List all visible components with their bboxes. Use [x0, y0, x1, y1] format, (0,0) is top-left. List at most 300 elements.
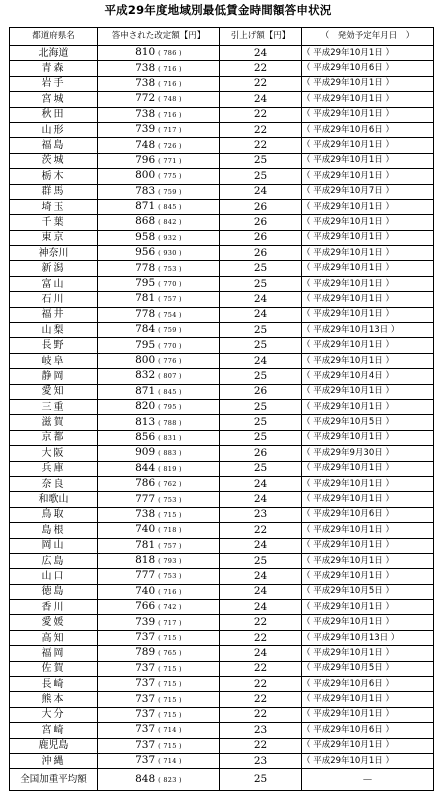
revised-wage: 781	[135, 538, 156, 551]
prefecture-name: 長崎	[10, 677, 98, 692]
previous-wage: ( 759 )	[158, 187, 182, 196]
revised-wage: 737	[135, 677, 156, 690]
revised-wage: 856	[135, 430, 156, 443]
wage-increase: 24	[220, 492, 302, 507]
revised-wage-cell	[98, 261, 220, 276]
wage-increase: 24	[220, 46, 302, 61]
effective-date: （ 平成29年10月1日 ）	[302, 692, 434, 707]
revised-wage-cell	[98, 600, 220, 615]
table-row	[10, 46, 434, 61]
revised-wage: 739	[135, 615, 156, 628]
revised-wage: 738	[135, 507, 156, 520]
prefecture-name: 京都	[10, 430, 98, 445]
table-row	[10, 138, 434, 153]
prefecture-name: 高知	[10, 630, 98, 645]
table-row	[10, 507, 434, 522]
revised-wage: 786	[135, 477, 156, 490]
table-row	[10, 369, 434, 384]
revised-wage-cell	[98, 184, 220, 199]
previous-wage: ( 726 )	[158, 141, 182, 150]
effective-date: （ 平成29年10月1日 ）	[302, 353, 434, 368]
prefecture-name: 三重	[10, 399, 98, 414]
revised-wage-cell	[98, 292, 220, 307]
national-average-row	[10, 769, 434, 791]
prefecture-name: 大分	[10, 707, 98, 722]
table-row	[10, 461, 434, 476]
revised-wage: 818	[135, 554, 156, 567]
effective-date: （ 平成29年10月6日 ）	[302, 122, 434, 137]
prefecture-name: 福岡	[10, 646, 98, 661]
wage-increase: 22	[220, 692, 302, 707]
effective-date: （ 平成29年10月1日 ）	[302, 461, 434, 476]
previous-wage: ( 775 )	[158, 172, 182, 181]
previous-wage: ( 715 )	[158, 710, 182, 719]
previous-wage: ( 788 )	[158, 418, 182, 427]
effective-date: （ 平成29年10月1日 ）	[302, 246, 434, 261]
wage-increase: 25	[220, 369, 302, 384]
table-row	[10, 399, 434, 414]
effective-date: （ 平成29年10月1日 ）	[302, 523, 434, 538]
revised-wage: 871	[135, 384, 156, 397]
effective-date: （ 平成29年10月1日 ）	[302, 600, 434, 615]
effective-date: （ 平成29年10月1日 ）	[302, 199, 434, 214]
wage-increase: 23	[220, 753, 302, 768]
effective-date: （ 平成29年10月1日 ）	[302, 707, 434, 722]
revised-wage-cell	[98, 738, 220, 753]
revised-wage-cell	[98, 553, 220, 568]
wage-increase: 24	[220, 92, 302, 107]
average-date: －	[362, 773, 373, 787]
average-wage-cell	[98, 769, 220, 791]
table-row	[10, 646, 434, 661]
table-row	[10, 323, 434, 338]
table-row	[10, 492, 434, 507]
revised-wage: 958	[135, 230, 156, 243]
prefecture-name: 宮城	[10, 92, 98, 107]
previous-wage: ( 716 )	[158, 64, 182, 73]
table-row	[10, 384, 434, 399]
previous-wage: ( 716 )	[158, 79, 182, 88]
prefecture-name: 山口	[10, 569, 98, 584]
wage-increase: 25	[220, 323, 302, 338]
effective-date: （ 平成29年10月5日 ）	[302, 661, 434, 676]
wage-increase: 22	[220, 61, 302, 76]
revised-wage: 737	[135, 707, 156, 720]
revised-wage-cell	[98, 323, 220, 338]
table-row	[10, 661, 434, 676]
revised-wage-cell	[98, 707, 220, 722]
table-row	[10, 122, 434, 137]
header-prefecture: 都道府県名	[10, 28, 98, 46]
effective-date: （ 平成29年10月1日 ）	[302, 46, 434, 61]
prefecture-name: 富山	[10, 276, 98, 291]
effective-date: （ 平成29年10月1日 ）	[302, 92, 434, 107]
effective-date: （ 平成29年10月1日 ）	[302, 399, 434, 414]
revised-wage: 748	[135, 138, 156, 151]
revised-wage: 784	[135, 323, 156, 336]
effective-date: （ 平成29年10月4日 ）	[302, 369, 434, 384]
effective-date: （ 平成29年10月1日 ）	[302, 753, 434, 768]
revised-wage: 795	[135, 338, 156, 351]
previous-wage: ( 742 )	[158, 603, 182, 612]
effective-date: （ 平成29年10月1日 ）	[302, 430, 434, 445]
effective-date: （ 平成29年10月1日 ）	[302, 169, 434, 184]
effective-date: （ 平成29年10月1日 ）	[302, 476, 434, 491]
previous-wage: ( 883 )	[158, 449, 182, 458]
wage-increase: 26	[220, 199, 302, 214]
effective-date: （ 平成29年10月1日 ）	[302, 76, 434, 91]
previous-wage: ( 716 )	[158, 110, 182, 119]
effective-date: （ 平成29年9月30日 ）	[302, 446, 434, 461]
revised-wage: 766	[135, 600, 156, 613]
revised-wage-cell	[98, 569, 220, 584]
prefecture-name: 神奈川	[10, 246, 98, 261]
previous-wage: ( 762 )	[158, 480, 182, 489]
prefecture-name: 埼玉	[10, 199, 98, 214]
revised-wage-cell	[98, 661, 220, 676]
revised-wage-cell	[98, 338, 220, 353]
revised-wage-cell	[98, 138, 220, 153]
revised-wage: 783	[135, 184, 156, 197]
wage-increase: 26	[220, 246, 302, 261]
wage-increase: 24	[220, 307, 302, 322]
revised-wage-cell	[98, 430, 220, 445]
effective-date: （ 平成29年10月1日 ）	[302, 615, 434, 630]
table-row	[10, 677, 434, 692]
previous-wage: ( 715 )	[158, 680, 182, 689]
effective-date: （ 平成29年10月1日 ）	[302, 646, 434, 661]
prefecture-name: 岩手	[10, 76, 98, 91]
revised-wage-cell	[98, 584, 220, 599]
effective-date: （ 平成29年10月1日 ）	[302, 292, 434, 307]
wage-increase: 25	[220, 553, 302, 568]
prefecture-name: 鹿児島	[10, 738, 98, 753]
previous-wage: ( 715 )	[158, 695, 182, 704]
previous-wage: ( 714 )	[158, 757, 182, 766]
effective-date: （ 平成29年10月1日 ）	[302, 384, 434, 399]
table-footer	[10, 769, 434, 791]
revised-wage: 737	[135, 692, 156, 705]
previous-wage: ( 770 )	[158, 280, 182, 289]
previous-wage: ( 715 )	[158, 664, 182, 673]
wage-increase: 22	[220, 138, 302, 153]
wage-increase: 22	[220, 615, 302, 630]
wage-increase: 26	[220, 230, 302, 245]
wage-increase: 23	[220, 723, 302, 738]
previous-wage: ( 715 )	[158, 634, 182, 643]
previous-wage: ( 715 )	[158, 741, 182, 750]
previous-wage: ( 845 )	[158, 387, 182, 396]
revised-wage-cell	[98, 215, 220, 230]
revised-wage: 868	[135, 215, 156, 228]
prefecture-name: 静岡	[10, 369, 98, 384]
revised-wage-cell	[98, 415, 220, 430]
revised-wage: 795	[135, 277, 156, 290]
prefecture-name: 山梨	[10, 323, 98, 338]
revised-wage-cell	[98, 646, 220, 661]
effective-date: （ 平成29年10月7日 ）	[302, 184, 434, 199]
revised-wage: 737	[135, 723, 156, 736]
wage-increase: 22	[220, 76, 302, 91]
wage-increase: 22	[220, 677, 302, 692]
revised-wage: 789	[135, 646, 156, 659]
effective-date: （ 平成29年10月5日 ）	[302, 415, 434, 430]
revised-wage: 772	[135, 92, 156, 105]
table-row	[10, 292, 434, 307]
revised-wage-cell	[98, 76, 220, 91]
revised-wage-cell	[98, 384, 220, 399]
previous-wage: ( 770 )	[158, 341, 182, 350]
revised-wage: 737	[135, 631, 156, 644]
average-label: 全国加重平均額	[10, 769, 98, 791]
previous-wage: ( 771 )	[158, 156, 182, 165]
revised-wage: 778	[135, 261, 156, 274]
wage-increase: 24	[220, 584, 302, 599]
table-row	[10, 230, 434, 245]
revised-wage-cell	[98, 92, 220, 107]
effective-date: （ 平成29年10月1日 ）	[302, 153, 434, 168]
wage-increase: 26	[220, 384, 302, 399]
prefecture-name: 宮崎	[10, 723, 98, 738]
prefecture-name: 島根	[10, 523, 98, 538]
revised-wage: 800	[135, 169, 156, 182]
revised-wage-cell	[98, 246, 220, 261]
revised-wage-cell	[98, 476, 220, 491]
prefecture-name: 東京	[10, 230, 98, 245]
wage-increase: 24	[220, 569, 302, 584]
revised-wage-cell	[98, 446, 220, 461]
table-row	[10, 61, 434, 76]
prefecture-name: 愛媛	[10, 615, 98, 630]
effective-date: （ 平成29年10月1日 ）	[302, 107, 434, 122]
revised-wage-cell	[98, 61, 220, 76]
wage-increase: 24	[220, 353, 302, 368]
table-row	[10, 523, 434, 538]
table-row	[10, 246, 434, 261]
revised-wage-cell	[98, 307, 220, 322]
average-previous-wage: ( 823 )	[158, 775, 182, 784]
wage-increase: 24	[220, 476, 302, 491]
previous-wage: ( 930 )	[158, 249, 182, 258]
table-row	[10, 569, 434, 584]
revised-wage: 810	[135, 46, 156, 59]
prefecture-name: 愛知	[10, 384, 98, 399]
prefecture-name: 沖縄	[10, 753, 98, 768]
wage-increase: 25	[220, 261, 302, 276]
previous-wage: ( 757 )	[158, 295, 182, 304]
revised-wage: 781	[135, 292, 156, 305]
prefecture-name: 茨城	[10, 153, 98, 168]
prefecture-name: 徳島	[10, 584, 98, 599]
revised-wage-cell	[98, 753, 220, 768]
wage-increase: 26	[220, 446, 302, 461]
table-row	[10, 307, 434, 322]
previous-wage: ( 765 )	[158, 649, 182, 658]
revised-wage: 844	[135, 461, 156, 474]
revised-wage-cell	[98, 615, 220, 630]
previous-wage: ( 717 )	[158, 126, 182, 135]
revised-wage: 956	[135, 246, 156, 259]
wage-increase: 24	[220, 646, 302, 661]
revised-wage: 777	[135, 569, 156, 582]
previous-wage: ( 714 )	[158, 726, 182, 735]
prefecture-name: 新潟	[10, 261, 98, 276]
previous-wage: ( 776 )	[158, 357, 182, 365]
revised-wage: 738	[135, 61, 156, 74]
table-row	[10, 169, 434, 184]
effective-date: （ 平成29年10月6日 ）	[302, 723, 434, 738]
prefecture-name: 長野	[10, 338, 98, 353]
wage-increase: 25	[220, 276, 302, 291]
previous-wage: ( 748 )	[158, 95, 182, 104]
prefecture-name: 奈良	[10, 476, 98, 491]
table-row	[10, 707, 434, 722]
table-row	[10, 430, 434, 445]
previous-wage: ( 807 )	[158, 372, 182, 381]
wage-increase: 22	[220, 122, 302, 137]
table-row	[10, 753, 434, 768]
revised-wage: 738	[135, 107, 156, 120]
revised-wage-cell	[98, 538, 220, 553]
effective-date: （ 平成29年10月13日 ）	[302, 630, 434, 645]
revised-wage-cell	[98, 353, 220, 368]
prefecture-name: 兵庫	[10, 461, 98, 476]
wage-increase: 25	[220, 415, 302, 430]
prefecture-name: 石川	[10, 292, 98, 307]
revised-wage: 737	[135, 661, 156, 674]
previous-wage: ( 753 )	[158, 495, 182, 504]
prefecture-name: 秋田	[10, 107, 98, 122]
revised-wage: 740	[135, 584, 156, 597]
table-row	[10, 338, 434, 353]
previous-wage: ( 845 )	[158, 203, 182, 212]
prefecture-name: 青森	[10, 61, 98, 76]
prefecture-name: 北海道	[10, 46, 98, 61]
wage-increase: 22	[220, 107, 302, 122]
revised-wage-cell	[98, 461, 220, 476]
prefecture-name: 広島	[10, 553, 98, 568]
effective-date: （ 平成29年10月13日 ）	[302, 323, 434, 338]
previous-wage: ( 754 )	[158, 310, 182, 319]
previous-wage: ( 718 )	[158, 526, 182, 535]
prefecture-name: 栃木	[10, 169, 98, 184]
revised-wage-cell	[98, 107, 220, 122]
wage-increase: 25	[220, 461, 302, 476]
wage-increase: 23	[220, 507, 302, 522]
prefecture-name: 福島	[10, 138, 98, 153]
effective-date: （ 平成29年10月1日 ）	[302, 215, 434, 230]
wage-increase: 26	[220, 215, 302, 230]
page-title: 平成29年度地域別最低賃金時間額答申状況	[104, 3, 332, 17]
wage-increase: 24	[220, 184, 302, 199]
prefecture-name: 岡山	[10, 538, 98, 553]
revised-wage: 740	[135, 523, 156, 536]
previous-wage: ( 831 )	[158, 433, 182, 442]
effective-date: （ 平成29年10月1日 ）	[302, 307, 434, 322]
table-row	[10, 446, 434, 461]
revised-wage-cell	[98, 46, 220, 61]
revised-wage: 739	[135, 123, 156, 136]
revised-wage: 778	[135, 307, 156, 320]
revised-wage: 737	[135, 738, 156, 751]
effective-date: （ 平成29年10月1日 ）	[302, 553, 434, 568]
revised-wage-cell	[98, 276, 220, 291]
prefecture-name: 大阪	[10, 446, 98, 461]
table-row	[10, 276, 434, 291]
revised-wage: 777	[135, 492, 156, 505]
previous-wage: ( 717 )	[158, 618, 182, 627]
table-row	[10, 615, 434, 630]
revised-wage-cell	[98, 199, 220, 214]
average-increase: 25	[220, 769, 302, 791]
revised-wage: 832	[135, 369, 156, 382]
header-increase: 引上げ額【円】	[220, 28, 302, 46]
previous-wage: ( 932 )	[158, 233, 182, 242]
previous-wage: ( 842 )	[158, 218, 182, 227]
table-row	[10, 107, 434, 122]
revised-wage: 796	[135, 153, 156, 166]
table-row	[10, 261, 434, 276]
table-body	[10, 46, 434, 769]
effective-date: （ 平成29年10月1日 ）	[302, 261, 434, 276]
revised-wage-cell	[98, 153, 220, 168]
previous-wage: ( 795 )	[158, 403, 182, 412]
wage-increase: 25	[220, 338, 302, 353]
prefecture-name: 佐賀	[10, 661, 98, 676]
prefecture-name: 群馬	[10, 184, 98, 199]
revised-wage-cell	[98, 230, 220, 245]
table-row	[10, 184, 434, 199]
revised-wage-cell	[98, 492, 220, 507]
previous-wage: ( 715 )	[158, 510, 182, 519]
previous-wage: ( 757 )	[158, 541, 182, 550]
previous-wage: ( 753 )	[158, 264, 182, 273]
revised-wage: 909	[135, 446, 156, 459]
revised-wage-cell	[98, 723, 220, 738]
revised-wage: 738	[135, 76, 156, 89]
table-row	[10, 199, 434, 214]
effective-date: （ 平成29年10月6日 ）	[302, 507, 434, 522]
effective-date: （ 平成29年10月6日 ）	[302, 677, 434, 692]
previous-wage: ( 716 )	[158, 587, 182, 596]
revised-wage-cell	[98, 692, 220, 707]
prefecture-name: 鳥取	[10, 507, 98, 522]
revised-wage: 871	[135, 200, 156, 213]
wage-increase: 22	[220, 707, 302, 722]
average-wage: 848	[135, 772, 156, 785]
table-row	[10, 415, 434, 430]
prefecture-name: 岐阜	[10, 353, 98, 368]
wage-increase: 24	[220, 292, 302, 307]
table-header-row	[10, 28, 434, 46]
header-effective-date: （ 発効予定年月日 ）	[302, 28, 434, 46]
prefecture-name: 福井	[10, 307, 98, 322]
previous-wage: ( 793 )	[158, 557, 182, 566]
wage-increase: 25	[220, 153, 302, 168]
revised-wage-cell	[98, 507, 220, 522]
prefecture-name: 滋賀	[10, 415, 98, 430]
revised-wage-cell	[98, 677, 220, 692]
table-row	[10, 153, 434, 168]
prefecture-name: 熊本	[10, 692, 98, 707]
table-row	[10, 584, 434, 599]
revised-wage: 737	[135, 754, 156, 767]
revised-wage-cell	[98, 369, 220, 384]
table-row	[10, 215, 434, 230]
effective-date: （ 平成29年10月1日 ）	[302, 569, 434, 584]
table-row	[10, 553, 434, 568]
average-date-cell	[302, 769, 434, 791]
